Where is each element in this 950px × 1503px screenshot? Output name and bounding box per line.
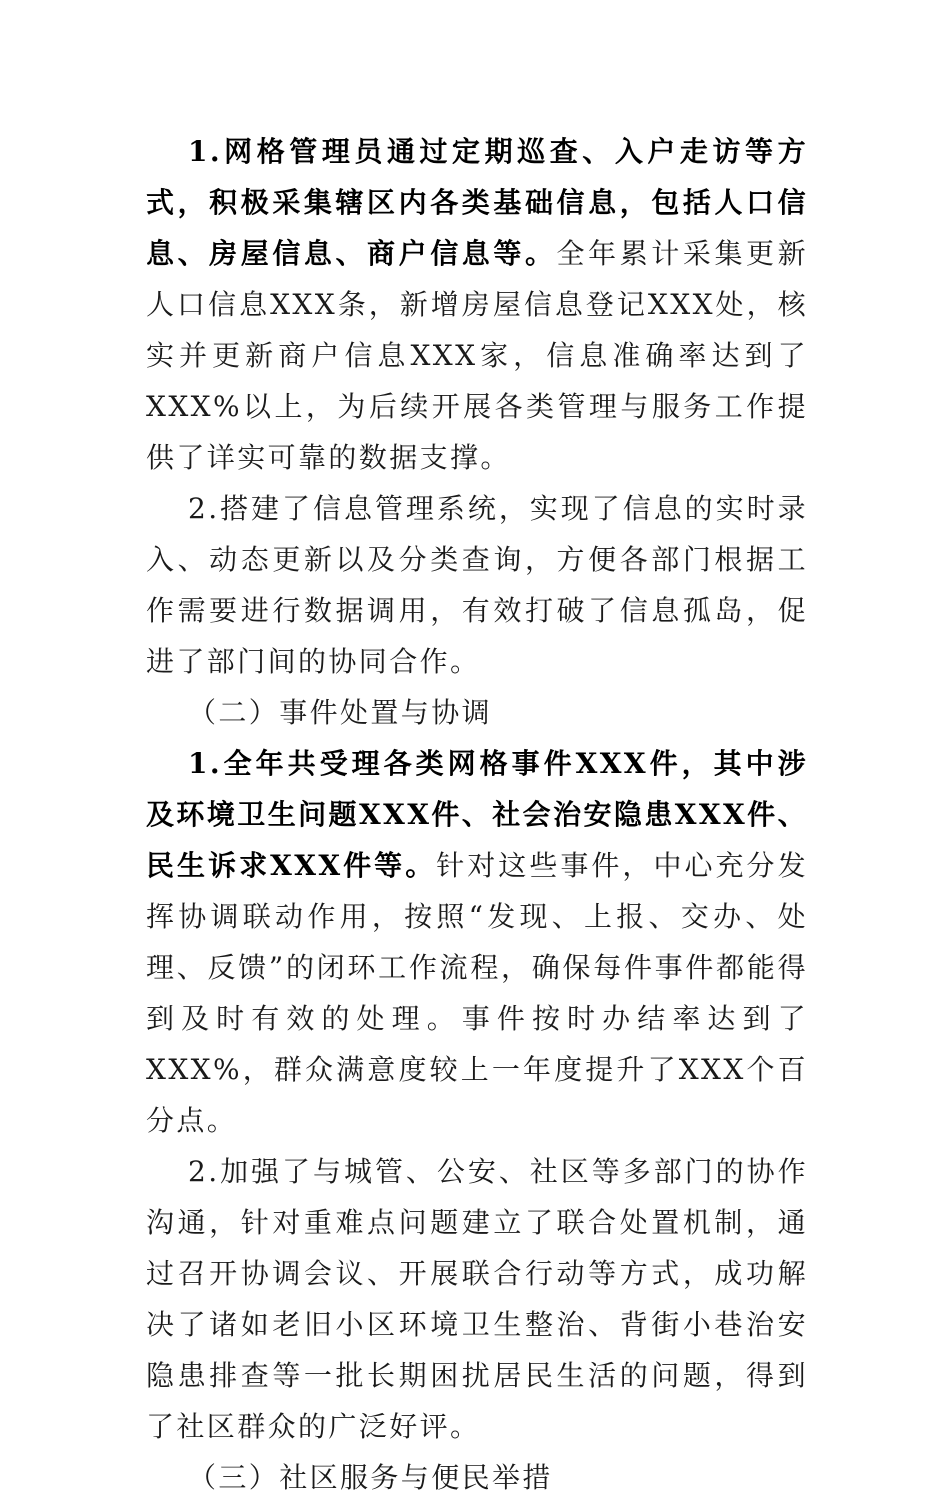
section-heading-community-service: （三）社区服务与便民举措 — [188, 1461, 553, 1494]
paragraph-body: 针对这些事件，中心充分发挥协调联动作用，按照“发现、上报、交办、处理、反馈”的闭环工作流程，确保每件事件都能得到及时有效的处理。事件按时办结率达到了XXX%，群众满意度较上一年度提升了XXX个百分点。 — [146, 849, 808, 1137]
paragraph-body: 全年累计采集更新人口信息XXX条，新增房屋信息登记XXX处，核实并更新商户信息XXX家，信息准确率达到了XXX%以上，为后续开展各类管理与服务工作提供了详实可靠的数据支撑。 — [146, 237, 809, 474]
paragraph-bold-lead: 1.网格管理员通过定期巡查、入户走访等方式，积极采集辖区内各类基础信息，包括人口信息、房屋信息、商户信息等。 — [146, 135, 808, 270]
paragraph-info-system: 2.搭建了信息管理系统，实现了信息的实时录入、动态更新以及分类查询，方便各部门根据工作需要进行数据调用，有效打破了信息孤岛，促进了部门间的协同合作。 — [146, 492, 808, 678]
paragraph-info-collection — [146, 126, 808, 483]
paragraph-event-stats — [146, 738, 808, 1146]
section-heading-event-handling: （二）事件处置与协调 — [188, 696, 493, 729]
paragraph-cooperation: 2.加强了与城管、公安、社区等多部门的协作沟通，针对重难点问题建立了联合处置机制，通过召开协调会议、开展联合行动等方式，成功解决了诸如老旧小区环境卫生整治、背街小巷治安隐患排查等一批长期困扰居民生活的问题，得到了社区群众的广泛好评。 — [146, 1155, 808, 1443]
document-page — [146, 126, 808, 1503]
paragraph-bold-lead: 1.全年共受理各类网格事件XXX件，其中涉及环境卫生问题XXX件、社会治安隐患XXX件、民生诉求XXX件等。 — [146, 747, 808, 882]
